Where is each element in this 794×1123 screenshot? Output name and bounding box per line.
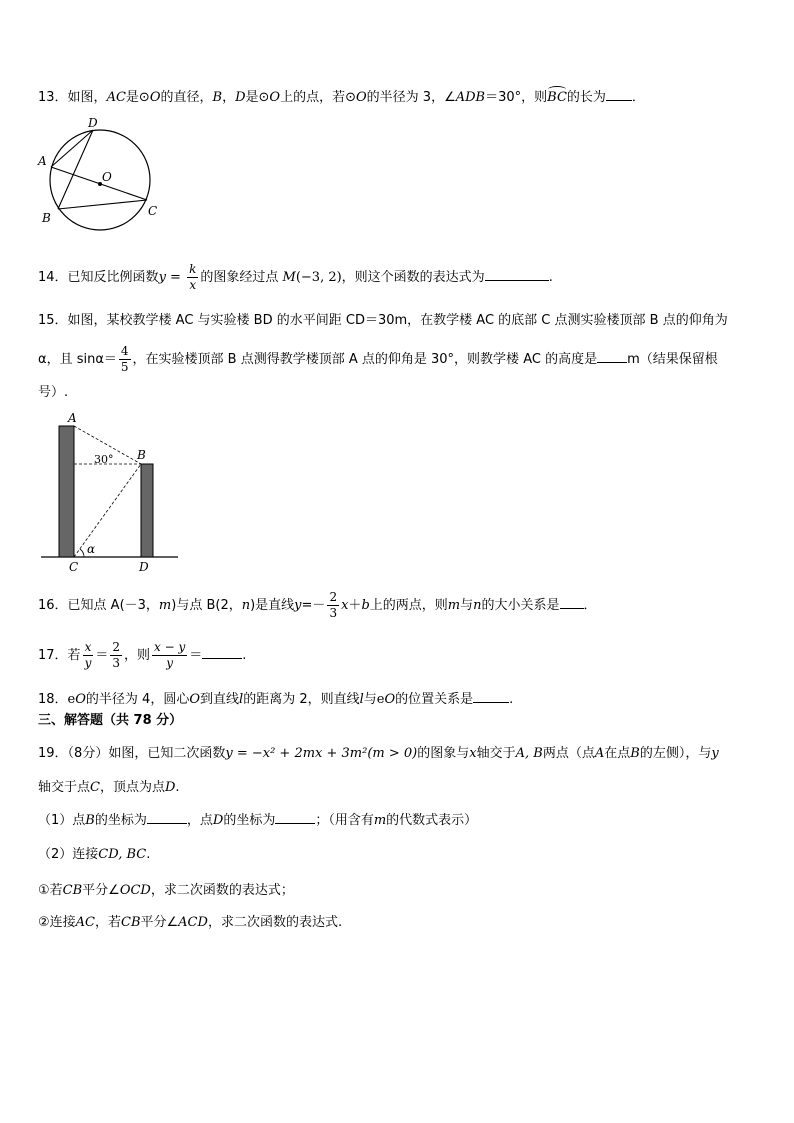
label-c: C: [148, 204, 158, 218]
q15-line-2: α，且 sinα＝ $\frac{4}{5}$ ，在实验楼顶部 B 点测得教学楼顶部 A 点的仰角是 30°，则教学楼 AC 的高度是 m（结果保留根: [38, 344, 718, 374]
answer-blank-14[interactable]: [485, 268, 549, 281]
fraction-2-3: $\frac{2}{3}$: [329, 590, 338, 620]
answer-blank-18[interactable]: [473, 690, 509, 703]
dash-c-b: [74, 464, 141, 557]
q13-circle-figure: [32, 112, 162, 242]
label-o: O: [102, 170, 112, 184]
fraction-k-over-x: $\frac{k}{x}$: [189, 262, 197, 292]
answer-blank-17[interactable]: [202, 646, 242, 659]
label-30-degrees: 30°: [94, 453, 114, 466]
q16-line: 16．已知点 A(－3，m)与点 B(2，n)是直线y=－ $\frac{2}{3}$ x＋b上的两点，则m与n的大小关系是 ．: [38, 590, 597, 620]
chord-db: [58, 130, 93, 209]
answer-blank-19-d[interactable]: [275, 811, 315, 824]
q19-part-2: （2）连接CD, BC.: [38, 847, 151, 862]
fraction-2-3: $\frac{2}{3}$: [112, 640, 120, 670]
fraction-x-minus-y-over-y: $\frac{x - y}{y}$: [154, 640, 186, 670]
label-d: D: [88, 116, 98, 130]
q17-line: 17．若 $\frac{x}{y}$ ＝ $\frac{2}{3}$ ，则 $\frac{x - y}{y}$ ＝ .: [38, 640, 247, 670]
label-b: B: [42, 211, 51, 225]
label-d: D: [139, 560, 149, 574]
chord-bc: [58, 200, 147, 209]
q18-line: 18．eO的半径为 4，圆心O到直线l的距离为 2，则直线l与eO的位置关系是 .: [38, 692, 514, 707]
arc-bc: BC: [547, 90, 567, 105]
q19-condition-2: ②连接AC，若CB平分∠ACD，求二次函数的表达式.: [38, 915, 343, 930]
q19-line-1: 19．（8分）如图，已知二次函数y = −x² + 2mx + 3m²(m > 0)的图象与x轴交于A, B两点（点A在点B的左侧），与y: [38, 746, 719, 761]
fraction-x-over-y: $\frac{x}{y}$: [84, 640, 92, 670]
label-c: C: [69, 560, 79, 574]
fraction-4-5: $\frac{4}{5}$: [120, 344, 129, 374]
q15-line-1: 15．如图，某校教学楼 AC 与实验楼 BD 的水平间距 CD＝30m，在教学楼 AC 的底部 C 点测实验楼顶部 B 点的仰角为: [38, 313, 728, 328]
quadratic-formula: y = −x² + 2mx + 3m²(m > 0): [225, 746, 418, 761]
answer-blank-19-b[interactable]: [147, 811, 187, 824]
q19-condition-1: ①若CB平分∠OCD，求二次函数的表达式；: [38, 883, 294, 898]
label-alpha: α: [87, 542, 96, 556]
q14-line: 14．已知反比例函数y = $\frac{k}{x}$ 的图象经过点 M(−3, 2)，则这个函数的表达式为 .: [38, 262, 553, 292]
label-a: A: [38, 154, 47, 168]
q19-line-2: 轴交于点C，顶点为点D.: [38, 780, 180, 795]
q15-buildings-figure: [38, 410, 188, 575]
answer-blank-13[interactable]: [606, 88, 632, 101]
answer-blank-16[interactable]: [560, 596, 584, 609]
angle-alpha-arc: [80, 549, 84, 557]
answer-blank-15[interactable]: [597, 350, 627, 363]
q19-part-1: （1）点B的坐标为 ，点D的坐标为 ；（用含有m的代数式表示）: [38, 813, 478, 828]
q15-line-3: 号）.: [38, 385, 69, 400]
building-ac: [59, 426, 74, 557]
building-bd: [141, 464, 153, 557]
label-a: A: [68, 411, 77, 425]
section-header: 三、解答题（共 78 分）: [38, 713, 183, 728]
chord-ad: [51, 130, 93, 167]
q13-line: 13．如图，AC是⊙O的直径，B，D是⊙O上的点，若⊙O的半径为 3，∠ADB＝30°，则BC的长为 ．: [38, 90, 645, 105]
circle-o: [50, 130, 150, 230]
label-b: B: [137, 448, 146, 462]
